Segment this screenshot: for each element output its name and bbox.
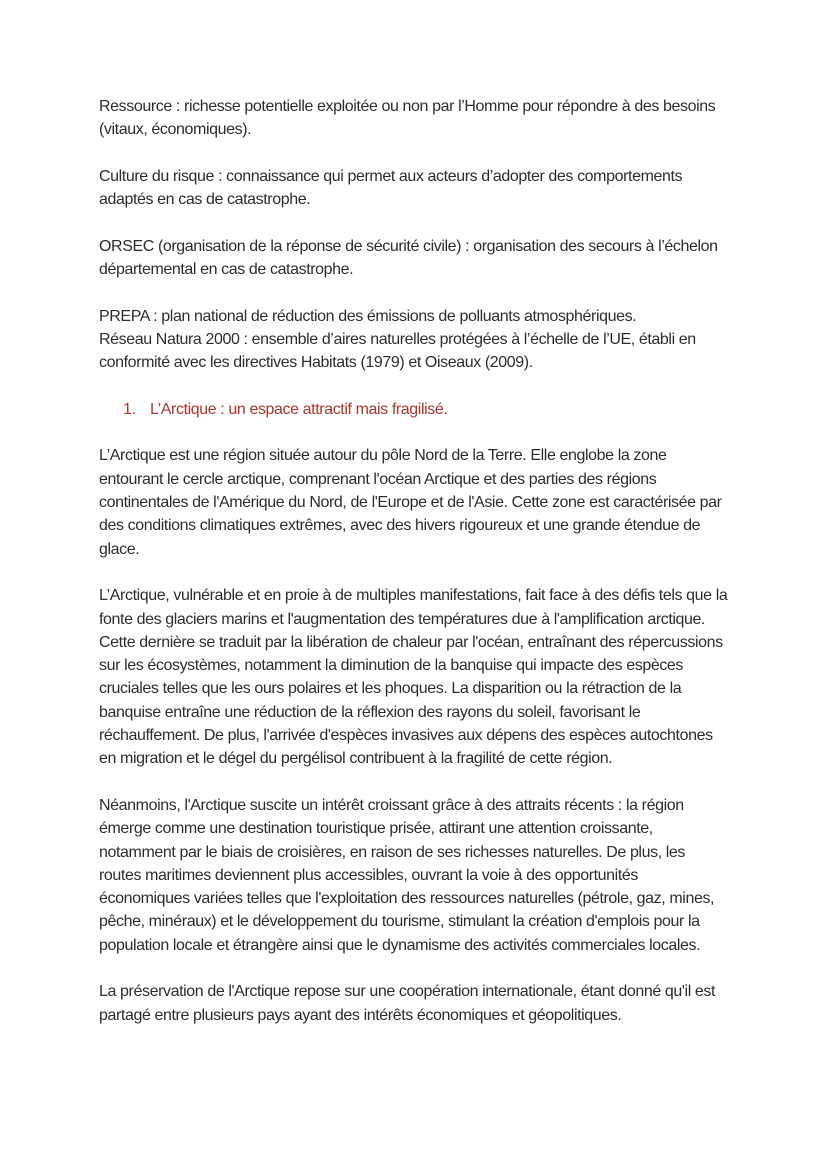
definition-prepa: PREPA : plan national de réduction des émissions de polluants atmosphériques. [99,307,637,325]
section-heading-label: L’Arctique : un espace attractif mais fragilisé. [150,400,448,418]
paragraph-arctique-defis: L’Arctique, vulnérable et en proie à de multiples manifestations, fait face à des défis tels que la fonte des glaciers marins et l'augmentation des températures due à l'amplification arctique. Cette dernière se traduit par la libération de chaleur par l'océan, entraînant des répercussions sur les écosystèmes, notamment la diminution de la banquise qui impacte des espèces cruciales telles que les ours polaires et les phoques. La disparition ou la rétraction de la banquise entraîne une réduction de la réflexion des rayons du soleil, favorisant le réchauffement. De plus, l'arrivée d'espèces invasives aux dépens des espèces autochtones en migration et le dégel du pergélisol contribuent à la fragilité de cette région. [99,587,732,768]
definition-orsec: ORSEC (organisation de la réponse de sécurité civile) : organisation des secours à l’échelon départemental en cas de catastrophe. [99,237,722,279]
section-number: 1. [123,400,136,418]
paragraph-arctique-attraits: Néanmoins, l'Arctique suscite un intérêt croissant grâce à des attraits récents : la région émerge comme une destination touristique prisée, attirant une attention croissante, notamment par le biais de croisières, en raison de ses richesses naturelles. De plus, les routes maritimes deviennent plus accessibles, ouvrant la voie à des opportunités économiques variées telles que l'exploitation des ressources naturelles (pétrole, gaz, mines, pêche, minéraux) et le développement du tourisme, stimulant la création d'emplois pour la population locale et étrangère ainsi que le dynamisme des activités commerciales locales. [99,796,719,954]
definition-ressource: Ressource : richesse potentielle exploitée ou non par l’Homme pour répondre à des besoins (vitaux, économiques). [99,98,720,139]
paragraph-arctique-preservation: La préservation de l'Arctique repose sur une coopération internationale, étant donné qu'il est partagé entre plusieurs pays ayant des intérêts économiques et géopolitiques. [99,983,720,1024]
definition-reseau-natura-2000: Réseau Natura 2000 : ensemble d’aires naturelles protégées à l’échelle de l’UE, établi en conformité avec les directives Habitats (1979) et Oiseaux (2009). [99,330,700,372]
definition-culture-du-risque: Culture du risque : connaissance qui permet aux acteurs d’adopter des comportements adaptés en cas de catastrophe. [99,167,687,209]
section-heading [99,398,729,421]
paragraph-arctique-presentation: L’Arctique est une région située autour du pôle Nord de la Terre. Elle englobe la zone entourant le cercle arctique, comprenant l'océan Arctique et des parties des régions continentales de l'Amérique du Nord, de l'Europe et de l'Asie. Cette zone est caractérisée par des conditions climatiques extrêmes, avec des hivers rigoureux et une grande étendue de glace. [99,447,726,558]
